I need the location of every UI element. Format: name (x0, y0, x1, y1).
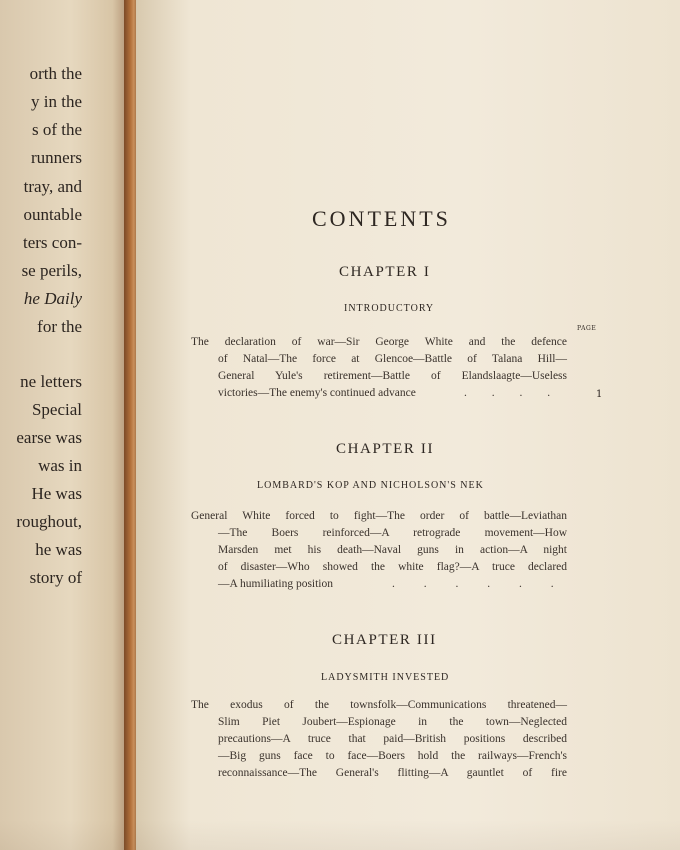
left-page-line: roughout, (16, 512, 82, 531)
left-page-line: for the (37, 317, 82, 336)
chapter-summary-line: —Big guns face to face—Boers hold the railways—French's (218, 750, 567, 762)
left-page-line: earse was (16, 428, 82, 447)
chapter-summary-line: Slim Piet Joubert—Espionage in the town—Neglected (218, 716, 567, 728)
left-page-line: story of (29, 568, 82, 587)
chapter-summary-line: victories—The enemy's continued advance (218, 387, 416, 399)
chapter-summary-line: precautions—A truce that paid—British positions described (218, 733, 567, 745)
chapter-summary-line: Marsden met his death—Naval guns in action—A night (218, 544, 567, 556)
chapter-summary-line: General White forced to fight—The order of battle—Leviathan (191, 510, 567, 522)
left-page-line: Special (31, 400, 82, 419)
left-page-line: ters con- (22, 233, 82, 252)
left-page-line: y in the (31, 92, 82, 111)
page-number: 1 (596, 389, 603, 400)
chapter-heading: CHAPTER II (336, 441, 435, 457)
left-page-line: orth the (29, 64, 82, 83)
chapter-summary-line: The declaration of war—Sir George White and the defence (191, 336, 567, 348)
left-page-line: he Daily (23, 289, 82, 308)
left-page-line: he was (35, 540, 82, 559)
chapter-summary-line: —A humiliating position (218, 578, 334, 590)
chapter-heading: CHAPTER III (332, 632, 437, 648)
left-page-line: ne letters (20, 372, 82, 391)
leader-dots: . . . . . . (392, 578, 567, 590)
left-page-line: was in (38, 456, 82, 475)
chapter-summary-line: of disaster—Who showed the white flag?—A truce declared (218, 561, 567, 573)
chapter-subtitle: LOMBARD'S KOP AND NICHOLSON'S NEK (257, 480, 484, 491)
chapter-summary-line: of Natal—The force at Glencoe—Battle of Talana Hill— (218, 353, 567, 365)
left-page-line: se perils, (21, 261, 82, 280)
page-column-label: PAGE (577, 325, 597, 332)
chapter-heading: CHAPTER I (339, 264, 431, 280)
leader-dots: . . . . (464, 387, 562, 399)
left-page-line: ountable (23, 205, 82, 224)
chapter-subtitle: INTRODUCTORY (344, 303, 435, 314)
left-page-line: runners (31, 148, 82, 167)
left-page-line: He was (31, 484, 82, 503)
chapter-summary-line: General Yule's retirement—Battle of Elandslaagte—Useless (218, 370, 567, 382)
chapter-summary-line: —The Boers reinforced—A retrograde movement—How (218, 527, 567, 539)
left-page-line: tray, and (23, 177, 82, 196)
page-title: CONTENTS (312, 206, 451, 231)
left-page-line: s of the (31, 120, 82, 139)
chapter-summary-line: The exodus of the townsfolk—Communications threatened— (191, 699, 567, 711)
page-shadow (0, 820, 680, 850)
chapter-summary-line: reconnaissance—The General's flitting—A gauntlet of fire (218, 767, 567, 779)
left-page (0, 0, 128, 850)
chapter-subtitle: LADYSMITH INVESTED (321, 672, 450, 683)
contents-page (136, 0, 680, 850)
